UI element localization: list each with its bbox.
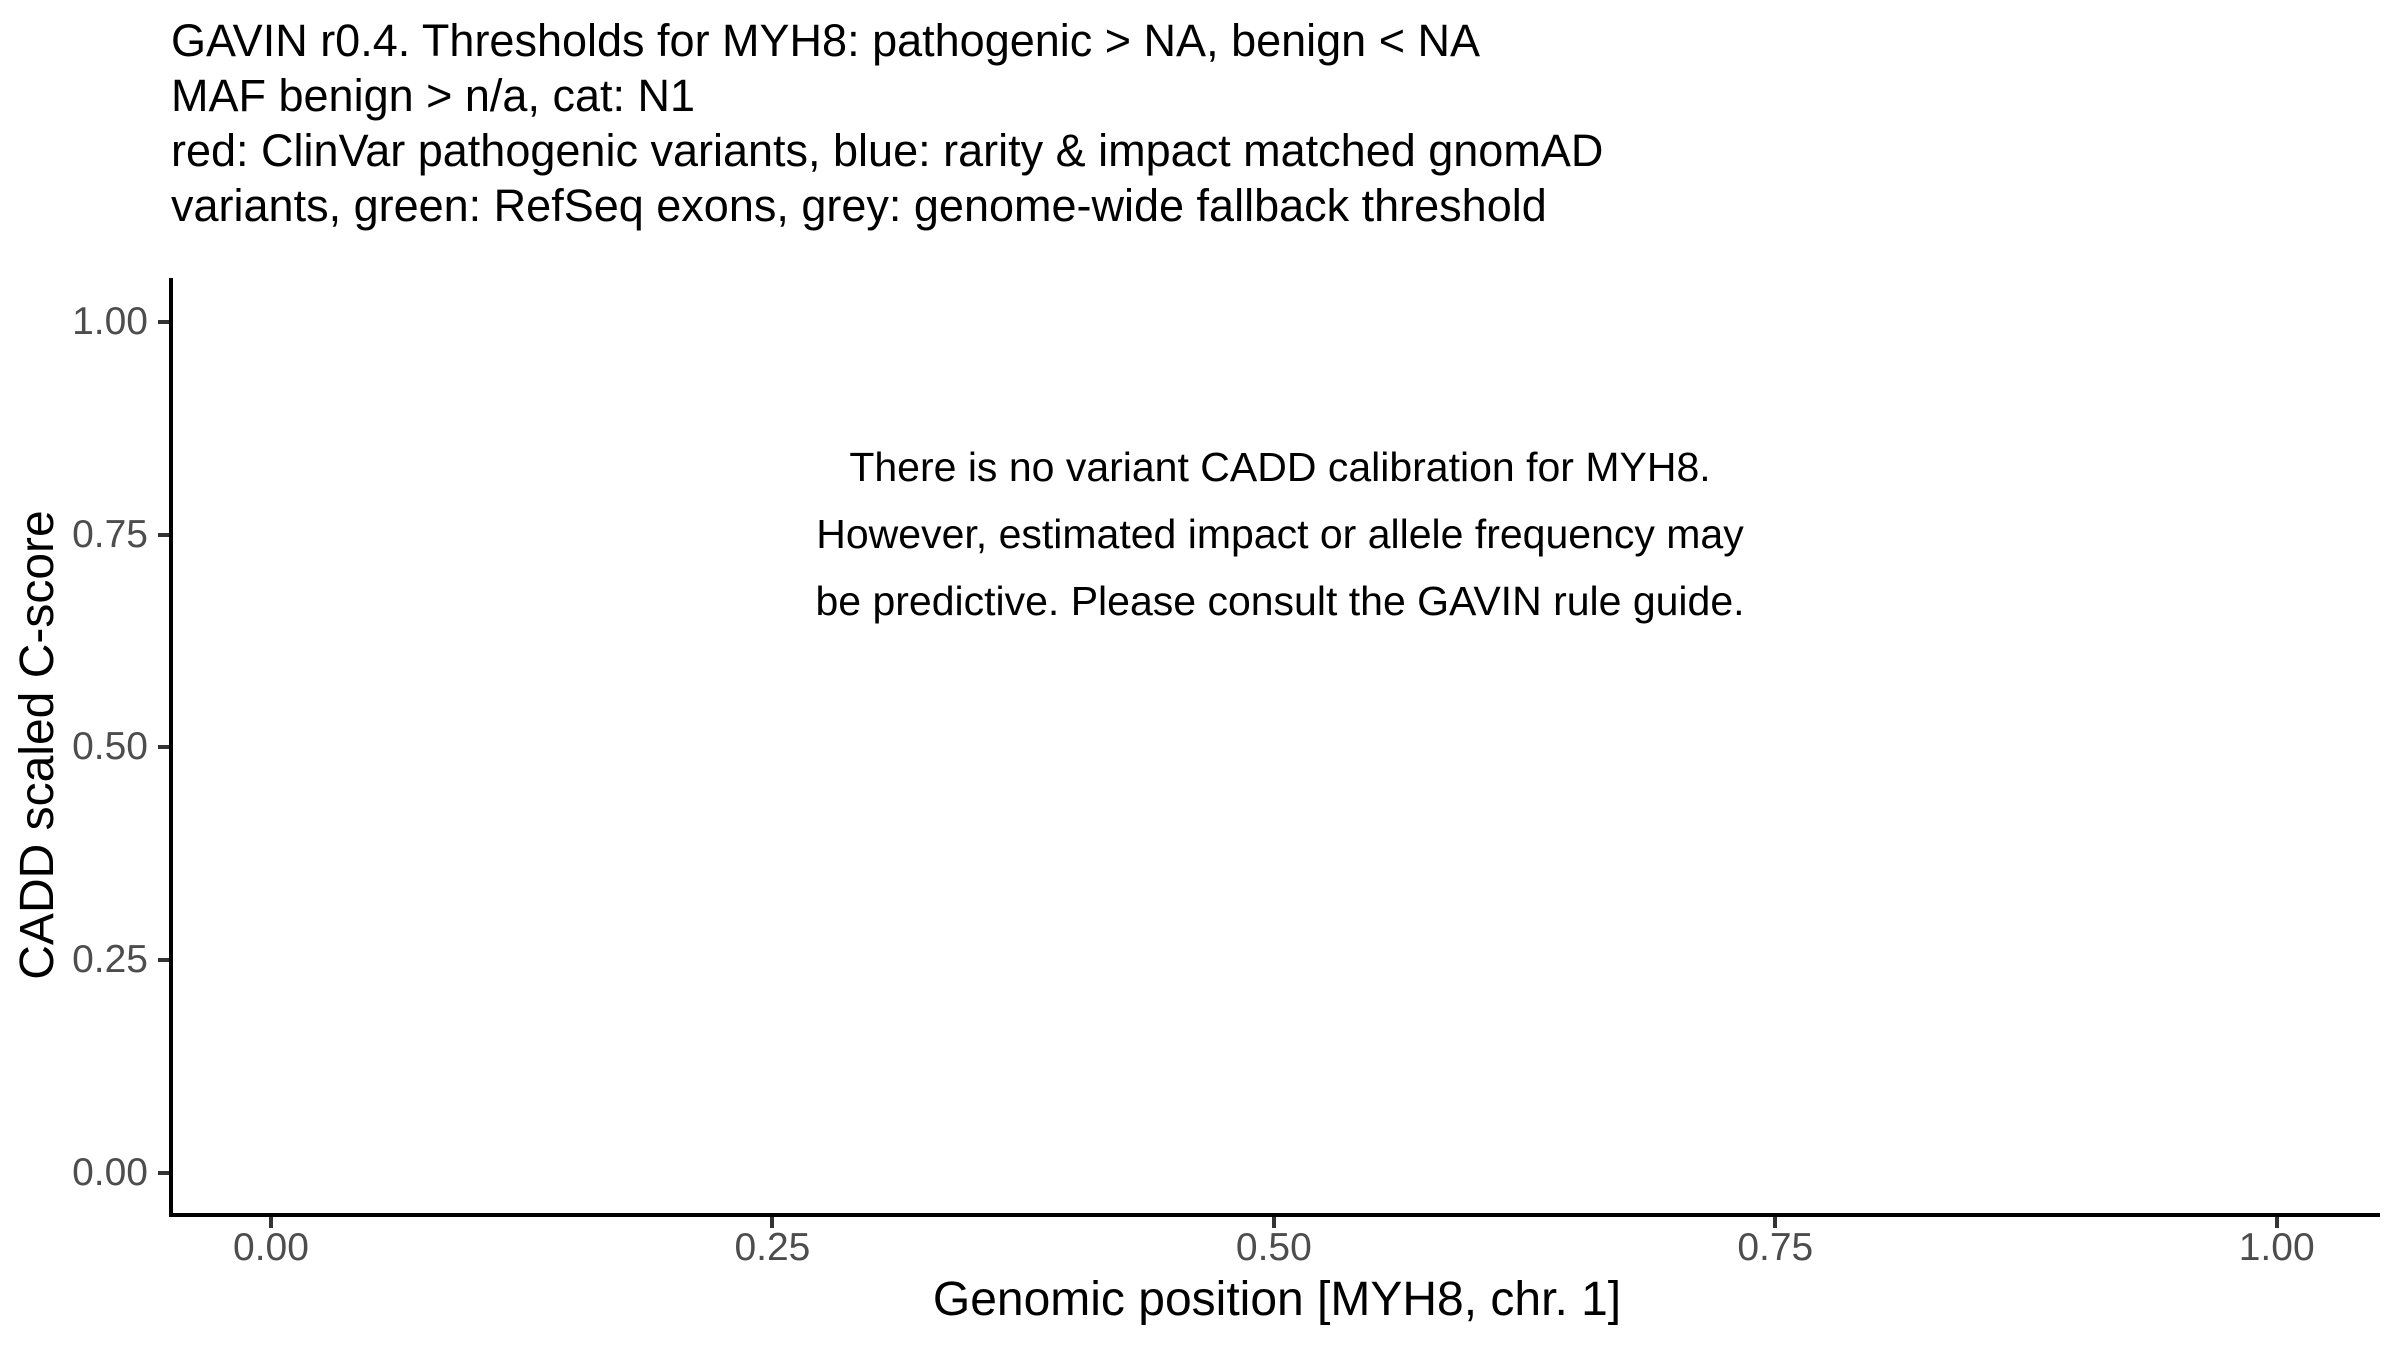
annotation-line-2: However, estimated impact or allele frequency may: [816, 511, 1744, 557]
y-tick-mark: [158, 533, 169, 537]
plot-title: [171, 13, 1603, 233]
plot-title-line-1: GAVIN r0.4. Thresholds for MYH8: pathogenic > NA, benign < NA: [171, 15, 1480, 66]
x-tick-label: 1.00: [2238, 1226, 2315, 1269]
y-axis-line: [169, 278, 173, 1217]
y-tick-mark: [158, 745, 169, 749]
y-tick-mark: [158, 958, 169, 962]
annotation-line-3: be predictive. Please consult the GAVIN rule guide.: [815, 578, 1745, 624]
y-tick-label: 0.00: [72, 1150, 148, 1194]
no-calibration-annotation: [815, 434, 1744, 635]
y-tick-label: 0.75: [72, 512, 148, 556]
x-tick-label: 0.50: [1235, 1226, 1312, 1269]
y-tick-mark: [158, 1171, 169, 1175]
x-tick-label: 0.25: [734, 1226, 811, 1269]
plot-title-line-4: variants, green: RefSeq exons, grey: genome-wide fallback threshold: [171, 180, 1547, 231]
y-tick-label: 1.00: [72, 299, 148, 343]
x-tick-label: 0.00: [233, 1226, 309, 1269]
y-tick-label: 0.50: [72, 725, 148, 769]
x-axis-title: Genomic position [MYH8, chr. 1]: [932, 1273, 1622, 1326]
plot-title-line-2: MAF benign > n/a, cat: N1: [171, 70, 696, 121]
y-tick-mark: [158, 320, 169, 324]
annotation-line-1: There is no variant CADD calibration for MYH8.: [849, 444, 1711, 490]
plot-title-line-3: red: ClinVar pathogenic variants, blue: rarity & impact matched gnomAD: [171, 125, 1604, 176]
x-tick-label: 0.75: [1737, 1226, 1814, 1269]
y-axis-title: CADD scaled C-score: [11, 510, 64, 980]
y-tick-label: 0.25: [72, 938, 148, 982]
